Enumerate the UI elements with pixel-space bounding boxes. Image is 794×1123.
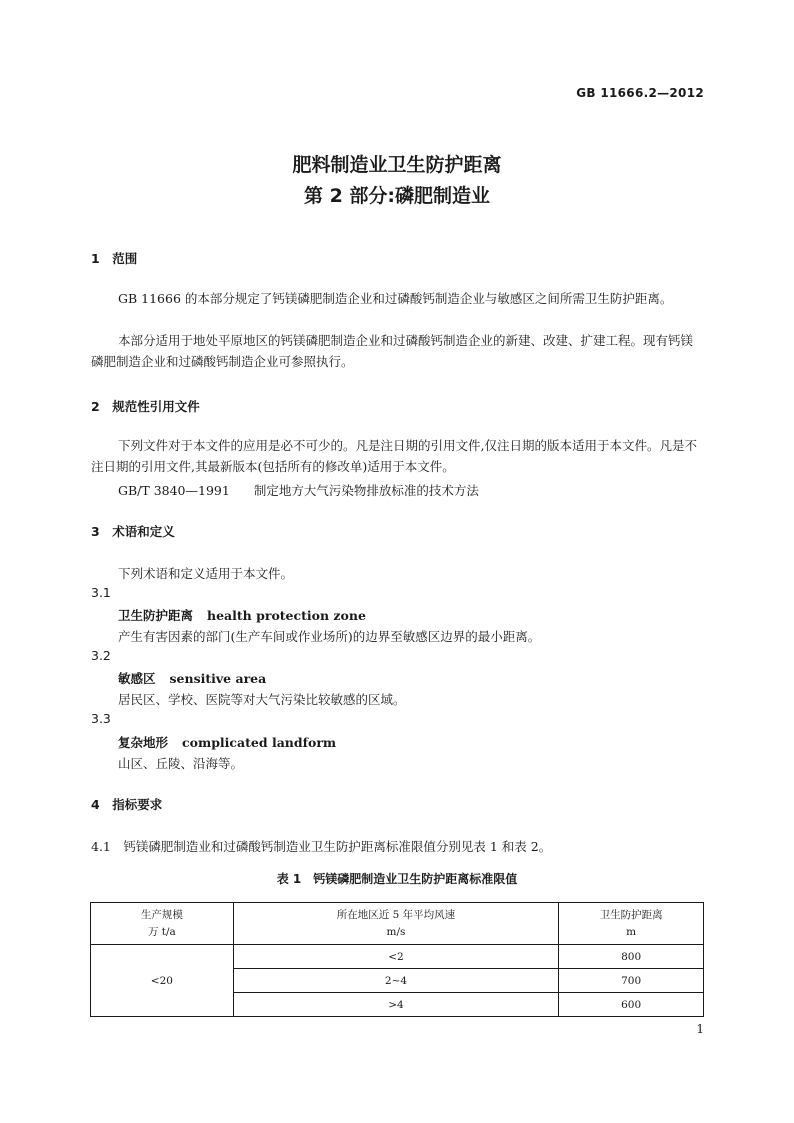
reference-code: GB/T 3840—1991 — [118, 483, 230, 498]
section-1-heading: 1 范围 — [91, 251, 138, 266]
term-heading — [118, 606, 366, 624]
term-zh: 卫生防护距离 — [118, 608, 194, 623]
cell-wind: 2~4 — [233, 969, 558, 993]
term-number: 3.1 — [91, 585, 111, 600]
section-2-heading: 2 规范性引用文件 — [91, 399, 200, 414]
term-en: sensitive area — [169, 671, 267, 686]
cell-distance: 700 — [559, 969, 704, 993]
cell-distance: 800 — [559, 945, 704, 969]
standard-number: GB 11666.2—2012 — [576, 86, 704, 100]
cell-wind: <2 — [233, 945, 558, 969]
term-zh: 复杂地形 — [118, 735, 169, 750]
term-heading — [118, 733, 336, 751]
section-2-para-1: 下列文件对于本文件的应用是必不可少的。凡是注日期的引用文件,仅注日期的版本适用于本文件。凡是不注日期的引用文件,其最新版本(包括所有的修改单)适用于本文件。 — [91, 438, 697, 474]
reference-title: 制定地方大气污染物排放标准的技术方法 — [253, 483, 479, 498]
table-1-caption: 表 1 钙镁磷肥制造业卫生防护距离标准限值 — [276, 872, 518, 886]
cell-scale: <20 — [91, 945, 234, 1017]
cell-distance: 600 — [559, 993, 704, 1017]
header-distance: 卫生防护距离 m — [559, 903, 704, 945]
section-3-intro: 下列术语和定义适用于本文件。 — [118, 566, 294, 581]
term-heading — [118, 669, 266, 687]
section-1-para-2: 本部分适用于地处平原地区的钙镁磷肥制造企业和过磷酸钙制造企业的新建、改建、扩建工程。现有钙镁磷肥制造企业和过磷酸钙制造企业可参照执行。 — [91, 333, 694, 369]
table-header-row — [91, 903, 704, 945]
table-row — [91, 945, 704, 969]
header-scale: 生产规模 万 t/a — [91, 903, 234, 945]
term-en: health protection zone — [207, 608, 366, 623]
document-subtitle: 第 2 部分:磷肥制造业 — [303, 185, 491, 207]
term-number: 3.2 — [91, 648, 111, 663]
term-definition: 产生有害因素的部门(生产车间或作业场所)的边界至敏感区边界的最小距离。 — [118, 629, 541, 644]
term-definition: 居民区、学校、医院等对大气污染比较敏感的区域。 — [118, 692, 406, 707]
section-3-heading: 3 术语和定义 — [91, 524, 175, 539]
page-number: 1 — [696, 1022, 704, 1036]
term-zh: 敏感区 — [118, 671, 156, 686]
header-wind-speed: 所在地区近 5 年平均风速 m/s — [233, 903, 558, 945]
normative-reference — [118, 481, 479, 499]
document-title: 肥料制造业卫生防护距离 — [292, 154, 502, 176]
cell-wind: >4 — [233, 993, 558, 1017]
term-definition: 山区、丘陵、沿海等。 — [118, 756, 244, 771]
section-4-heading: 4 指标要求 — [91, 797, 163, 812]
term-en: complicated landform — [182, 735, 337, 750]
term-number: 3.3 — [91, 711, 111, 726]
clause-4-1: 4.1 钙镁磷肥制造业和过磷酸钙制造业卫生防护距离标准限值分别见表 1 和表 2。 — [91, 839, 552, 854]
table-1 — [90, 902, 704, 1017]
section-1-para-1: GB 11666 的本部分规定了钙镁磷肥制造企业和过磷酸钙制造企业与敏感区之间所需卫生防护距离。 — [118, 291, 673, 306]
